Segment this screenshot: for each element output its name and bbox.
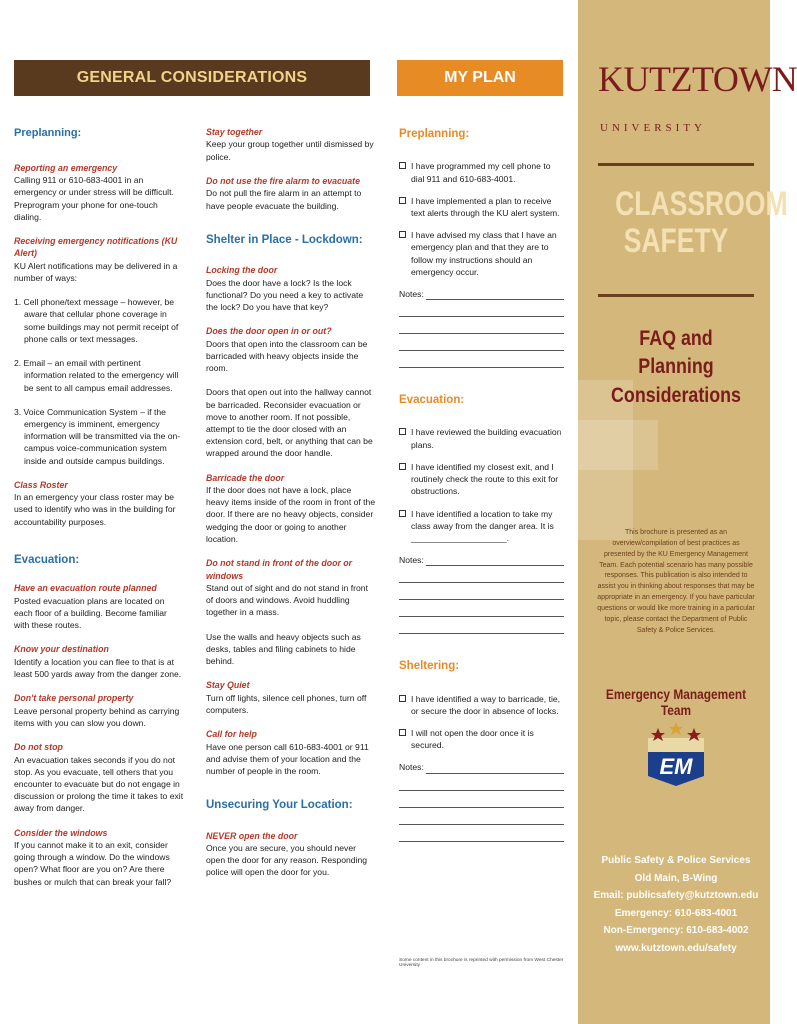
checklist-label: I have identified a location to take my class away from the danger area. It is ____________________. — [411, 508, 554, 543]
cover-title — [615, 185, 788, 260]
checklist-item[interactable] — [399, 195, 564, 219]
roster-text: In an emergency your class roster may be used to identify who was in the building for accountability purposes. — [14, 492, 176, 527]
quiet-title: Stay Quiet — [206, 680, 250, 691]
door-windows-text-2: Use the walls and heavy objects such as desks, tables and filing cabinets to hide behind. — [206, 631, 361, 666]
university-logo: KUTZTOWN — [598, 59, 797, 99]
stop-title: Do not stop — [14, 742, 63, 753]
roster-title: Class Roster — [14, 479, 68, 490]
team-name: Emergency Management Team — [605, 686, 747, 718]
checkbox[interactable] — [399, 428, 406, 435]
checklist-label: I have identified my closest exit, and I routinely check the route to this exit for obstructions. — [411, 461, 559, 497]
checklist-item[interactable] — [399, 508, 564, 545]
general-column-1 — [14, 126, 184, 900]
checklist-label: I have advised my class that I have an emergency plan and that they are to follow my instructions should an emergency occur. — [411, 230, 557, 277]
reporting-title: Reporting an emergency — [14, 162, 118, 173]
evac-route-title: Have an evacuation route planned — [14, 583, 157, 594]
checklist-item[interactable] — [399, 160, 564, 184]
contact-non-emergency-phone: Non-Emergency: 610-683-4002 — [603, 925, 749, 936]
contact-email-link[interactable]: Email: publicsafety@kutztown.edu — [593, 890, 759, 901]
windows-title: Consider the windows — [14, 827, 108, 838]
checkbox[interactable] — [399, 197, 406, 204]
contact-website-link[interactable]: www.kutztown.edu/safety — [615, 942, 737, 954]
windows-text: If you cannot make it to an exit, consider going through a window. Do the windows open? What floor are you on? Are there bushes or mulch that can break your fall? — [14, 840, 172, 887]
my-plan-column — [399, 126, 564, 842]
checklist-item[interactable] — [399, 461, 564, 498]
em-logo-text: EM — [659, 754, 693, 779]
notes-area[interactable] — [399, 288, 564, 368]
together-title: Stay together — [206, 127, 263, 137]
cross-watermark-bar — [558, 420, 658, 470]
preplanning-heading: Preplanning: — [14, 127, 82, 139]
evacuation-heading: Evacuation: — [14, 553, 80, 566]
divider — [598, 294, 754, 297]
call-help-title: Call for help — [206, 729, 257, 740]
checklist-item[interactable] — [399, 426, 564, 450]
shelter-heading: Shelter in Place - Lockdown: — [206, 233, 363, 246]
checkbox[interactable] — [399, 231, 406, 238]
notes-label: Notes: — [399, 555, 424, 566]
checklist-label: I have identified a way to barricade, tie, or secure the door in absence of locks. — [411, 693, 561, 716]
cover-title-line-1: CLASSROOM — [615, 185, 788, 223]
checkbox[interactable] — [399, 463, 406, 470]
checklist-label: I will not open the door once it is secured. — [411, 728, 534, 751]
door-open-text-1: Doors that open into the classroom can be barricaded with heavy objects inside the room. — [206, 338, 368, 374]
general-column-2 — [206, 126, 376, 891]
unsecuring-heading: Unsecuring Your Location: — [206, 799, 353, 812]
property-title: Don't take personal property — [14, 693, 134, 704]
brochure-description: This brochure is presented as an overview/compilation of best practices as presented by the KU Emergency Management Team. Each potential scenario has many possible responses. This publication is also intended to assist you in thinking about responses that may be appropriate in an emergency. If you have particular questions or would like more training in a particular topic, please contact the Department of Public Safety & Police Services. — [597, 529, 755, 634]
checklist-item[interactable] — [399, 727, 564, 751]
checkbox[interactable] — [399, 510, 406, 517]
ku-alert-title: Receiving emergency notifications (KU Alert) — [14, 235, 178, 259]
property-text: Leave personal property behind as carrying items with you can slow you down. — [14, 705, 180, 728]
quiet-text: Turn off lights, silence cell phones, turn off computers. — [206, 692, 367, 715]
checklist-item[interactable] — [399, 229, 564, 278]
checklist-label: I have programmed my cell phone to dial 911 and 610-683-4001. — [411, 161, 551, 184]
lock-text: Does the door have a lock? Is the lock functional? Do you need a key to activate the lock? Do you have that key? — [206, 277, 364, 312]
lock-title: Locking the door — [206, 265, 278, 276]
checkbox[interactable] — [399, 162, 406, 169]
credit-note: Some content in this brochure is reprinted with permission from West Chester University — [399, 958, 564, 968]
notes-area[interactable] — [399, 761, 564, 841]
destination-text: Identify a location you can flee to that is at least 500 yards away from the danger zone. — [14, 656, 182, 679]
barricade-title: Barricade the door — [206, 472, 285, 483]
together-text: Keep your group together until dismissed by police. — [206, 139, 374, 162]
evac-route-text: Posted evacuation plans are located on each floor of a building. Become familiar with these routes. — [14, 595, 167, 631]
plan-sheltering-heading: Sheltering: — [399, 660, 460, 673]
contact-info — [588, 852, 764, 957]
never-open-text: Once you are secure, you should never open the door for any reason. Responding police will open the door for you. — [206, 843, 368, 878]
notes-area[interactable] — [399, 554, 564, 634]
checkbox[interactable] — [399, 729, 406, 736]
contact-emergency-phone: Emergency: 610-683-4001 — [614, 907, 738, 919]
alert-item-1: 1. Cell phone/text message – however, be aware that cellular phone coverage in some buildings may not permit receipt of phone calls or text messages. — [14, 297, 179, 344]
notes-label: Notes: — [399, 288, 424, 299]
cover-subtitle-line-2: Considerations — [611, 383, 741, 407]
general-considerations-header: GENERAL CONSIDERATIONS — [14, 60, 370, 96]
checklist-item[interactable] — [399, 693, 564, 717]
checkbox[interactable] — [399, 695, 406, 702]
notes-label: Notes: — [399, 762, 424, 773]
stop-text: An evacuation takes seconds if you do not stop. As you evacuate, tell others that you encounter to evacuate but do not engage in discussion or prolong the time it takes to exit away from danger. — [14, 754, 184, 814]
call-help-text: Have one person call 610-683-4001 or 911 and advise them of your location and the number of people in the room. — [206, 741, 369, 776]
barricade-text: If the door does not have a lock, place heavy items inside of the room in front of the door. If there are no heavy objects, consider wedging the door or going to another location. — [206, 485, 376, 544]
alert-item-3: 3. Voice Communication System – if the emergency is imminent, emergency information will be transmitted via the on-campus voice-communication system inside and outside campus buildings. — [14, 406, 181, 466]
checklist-label: I have implemented a plan to receive text alerts through the KU alert system. — [411, 195, 560, 218]
alert-item-2: 2. Email – an email with pertinent information related to the emergency will be sent to all campus email addresses. — [14, 358, 179, 393]
contact-department: Public Safety & Police Services — [601, 855, 751, 866]
my-plan-header: MY PLAN — [397, 60, 563, 96]
never-open-title: NEVER open the door — [206, 830, 298, 841]
destination-title: Know your destination — [14, 644, 109, 655]
cover-subtitle-line-1: FAQ and Planning — [638, 327, 714, 379]
reporting-text: Calling 911 or 610-683-4001 in an emergency or under stress will be difficult. Preprogram your phone for one-touch dialing. — [14, 175, 174, 222]
plan-preplanning-heading: Preplanning: — [399, 128, 470, 140]
em-logo-icon — [644, 718, 708, 788]
university-logo-subtitle: UNIVERSITY — [600, 122, 706, 134]
door-windows-title: Do not stand in front of the door or windows — [206, 558, 353, 581]
divider — [598, 163, 754, 166]
contact-location: Old Main, B-Wing — [634, 872, 718, 884]
plan-evacuation-heading: Evacuation: — [399, 394, 465, 407]
door-open-text-2: Doors that open out into the hallway cannot be barricaded. Reconsider evacuation or move to another room. If not possible, attempt to tie the door closed with an extension cord, belt, or anything that can be wrapped around the door handle. — [206, 387, 373, 459]
cover-subtitle — [603, 325, 749, 410]
door-windows-text-1: Stand out of sight and do not stand in front of doors and windows. Avoid huddling together in a mass. — [206, 582, 368, 618]
ku-alert-text: KU Alert notifications may be delivered in a number of ways: — [14, 260, 178, 284]
fire-alarm-title: Do not use the fire alarm to evacuate — [206, 175, 360, 186]
door-open-title: Does the door open in or out? — [206, 326, 332, 337]
checklist-label: I have reviewed the building evacuation plans. — [411, 427, 562, 450]
fire-alarm-text: Do not pull the fire alarm in an attempt to have people evacuate the building. — [206, 188, 362, 211]
cover-title-line-2: SAFETY — [623, 221, 729, 260]
